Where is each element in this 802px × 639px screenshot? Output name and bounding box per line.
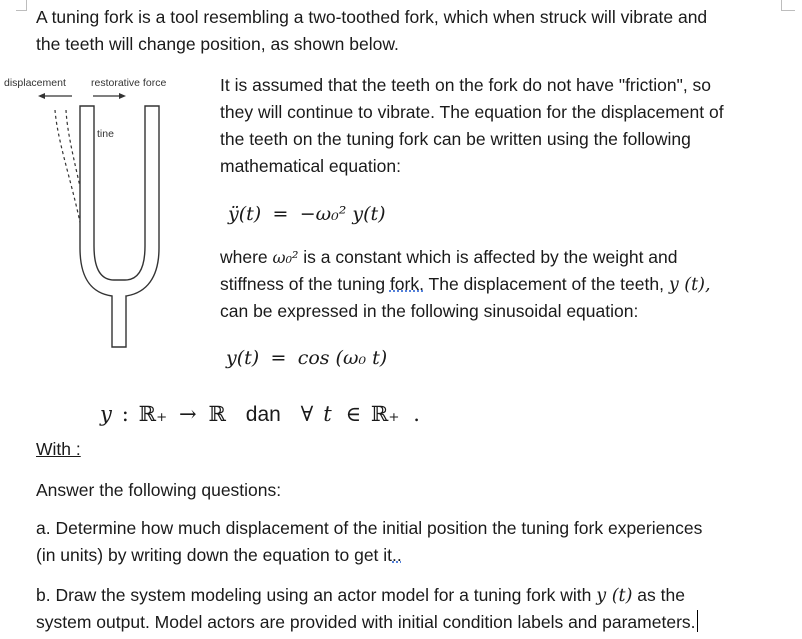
paragraph-2-stiffness: stiffness of the tuning xyxy=(220,274,386,294)
figure-label-displacement: displacement xyxy=(4,77,66,89)
domain-period: . xyxy=(413,402,420,426)
question-a-line-2 xyxy=(36,542,402,569)
question-b-y-of-t: y (t) xyxy=(596,586,633,606)
question-b-line-1-a: b. Draw the system modeling using an actor model for a tuning fork with xyxy=(36,585,592,605)
tuning-fork-outline xyxy=(80,106,159,347)
paragraph-2-omega: ω₀² xyxy=(272,248,299,267)
domain-t: t xyxy=(323,402,332,426)
paragraph-2-line-2 xyxy=(220,271,711,299)
domain-r: ℝ xyxy=(208,402,226,426)
domain-line xyxy=(100,400,420,429)
question-a-line-2-main: (in units) by writing down the equation to get it xyxy=(36,545,393,565)
questions-header: Answer the following questions: xyxy=(36,480,282,500)
crop-mark-top-right xyxy=(781,0,783,10)
equation-1-equals: = xyxy=(272,203,289,225)
restorative-force-arrow xyxy=(93,93,126,99)
paragraph-2-line-1-rest: is a constant which is affected by the weight and xyxy=(303,247,678,267)
question-b-line-1-b: as the xyxy=(637,585,685,605)
equation-2 xyxy=(226,345,387,372)
equation-2-rhs: cos (ω₀ t) xyxy=(297,347,388,369)
domain-r-plus: ℝ₊ xyxy=(138,402,168,426)
text-cursor xyxy=(697,610,698,632)
question-b-line-2-text: system output. Model actors are provided with initial condition labels and parameters. xyxy=(36,612,696,632)
paragraph-1-line-3: the teeth on the tuning fork can be written using the following xyxy=(220,129,691,149)
domain-forall: ∀ xyxy=(300,402,314,426)
paragraph-1-line-4: mathematical equation: xyxy=(220,156,401,176)
domain-y: y xyxy=(100,402,112,426)
domain-dan: dan xyxy=(245,403,281,426)
question-a-line-1: a. Determine how much displacement of the initial position the tuning fork experiences xyxy=(36,518,703,538)
paragraph-1-line-1: It is assumed that the teeth on the fork do not have "friction", so xyxy=(220,75,712,95)
paragraph-2-fork-word: fork. xyxy=(389,274,424,294)
figure-label-tine: tine xyxy=(97,128,114,140)
tuning-fork-diagram xyxy=(0,88,200,353)
intro-line-1: A tuning fork is a tool resembling a two-toothed fork, which when struck will vibrate and xyxy=(36,7,708,27)
paragraph-2-line-3: can be expressed in the following sinusoidal equation: xyxy=(220,301,639,321)
domain-element-of: ∈ xyxy=(345,402,362,426)
question-b-line-2 xyxy=(36,609,698,636)
domain-r-plus-2: ℝ₊ xyxy=(370,402,400,426)
paragraph-2-displacement: The displacement of the teeth, xyxy=(428,274,664,294)
equation-1-lhs: ÿ(t) xyxy=(228,203,262,225)
paragraph-2-where: where xyxy=(220,247,268,267)
domain-colon: : xyxy=(121,402,129,426)
paragraph-1-line-2: they will continue to vibrate. The equation for the displacement of xyxy=(220,102,724,122)
crop-mark-top-right-h xyxy=(781,10,795,12)
paragraph-2-line-1 xyxy=(220,244,678,271)
equation-2-equals: = xyxy=(270,347,287,369)
question-b-line-1 xyxy=(36,582,685,610)
paragraph-2-y-of-t: y (t), xyxy=(668,275,711,295)
figure-label-restorative-force: restorative force xyxy=(91,77,167,89)
displacement-arrow xyxy=(38,93,72,99)
intro-line-2: the teeth will change position, as shown below. xyxy=(36,34,399,54)
domain-arrow: → xyxy=(179,402,197,426)
question-a-line-2-end: .. xyxy=(392,545,402,565)
crop-mark-top-left xyxy=(26,0,28,10)
equation-1-rhs: −ω₀² y(t) xyxy=(299,203,386,225)
equation-1 xyxy=(228,201,386,228)
equation-2-lhs: y(t) xyxy=(226,347,260,369)
with-label: With : xyxy=(36,439,81,459)
crop-mark-top-left-h xyxy=(16,10,27,12)
